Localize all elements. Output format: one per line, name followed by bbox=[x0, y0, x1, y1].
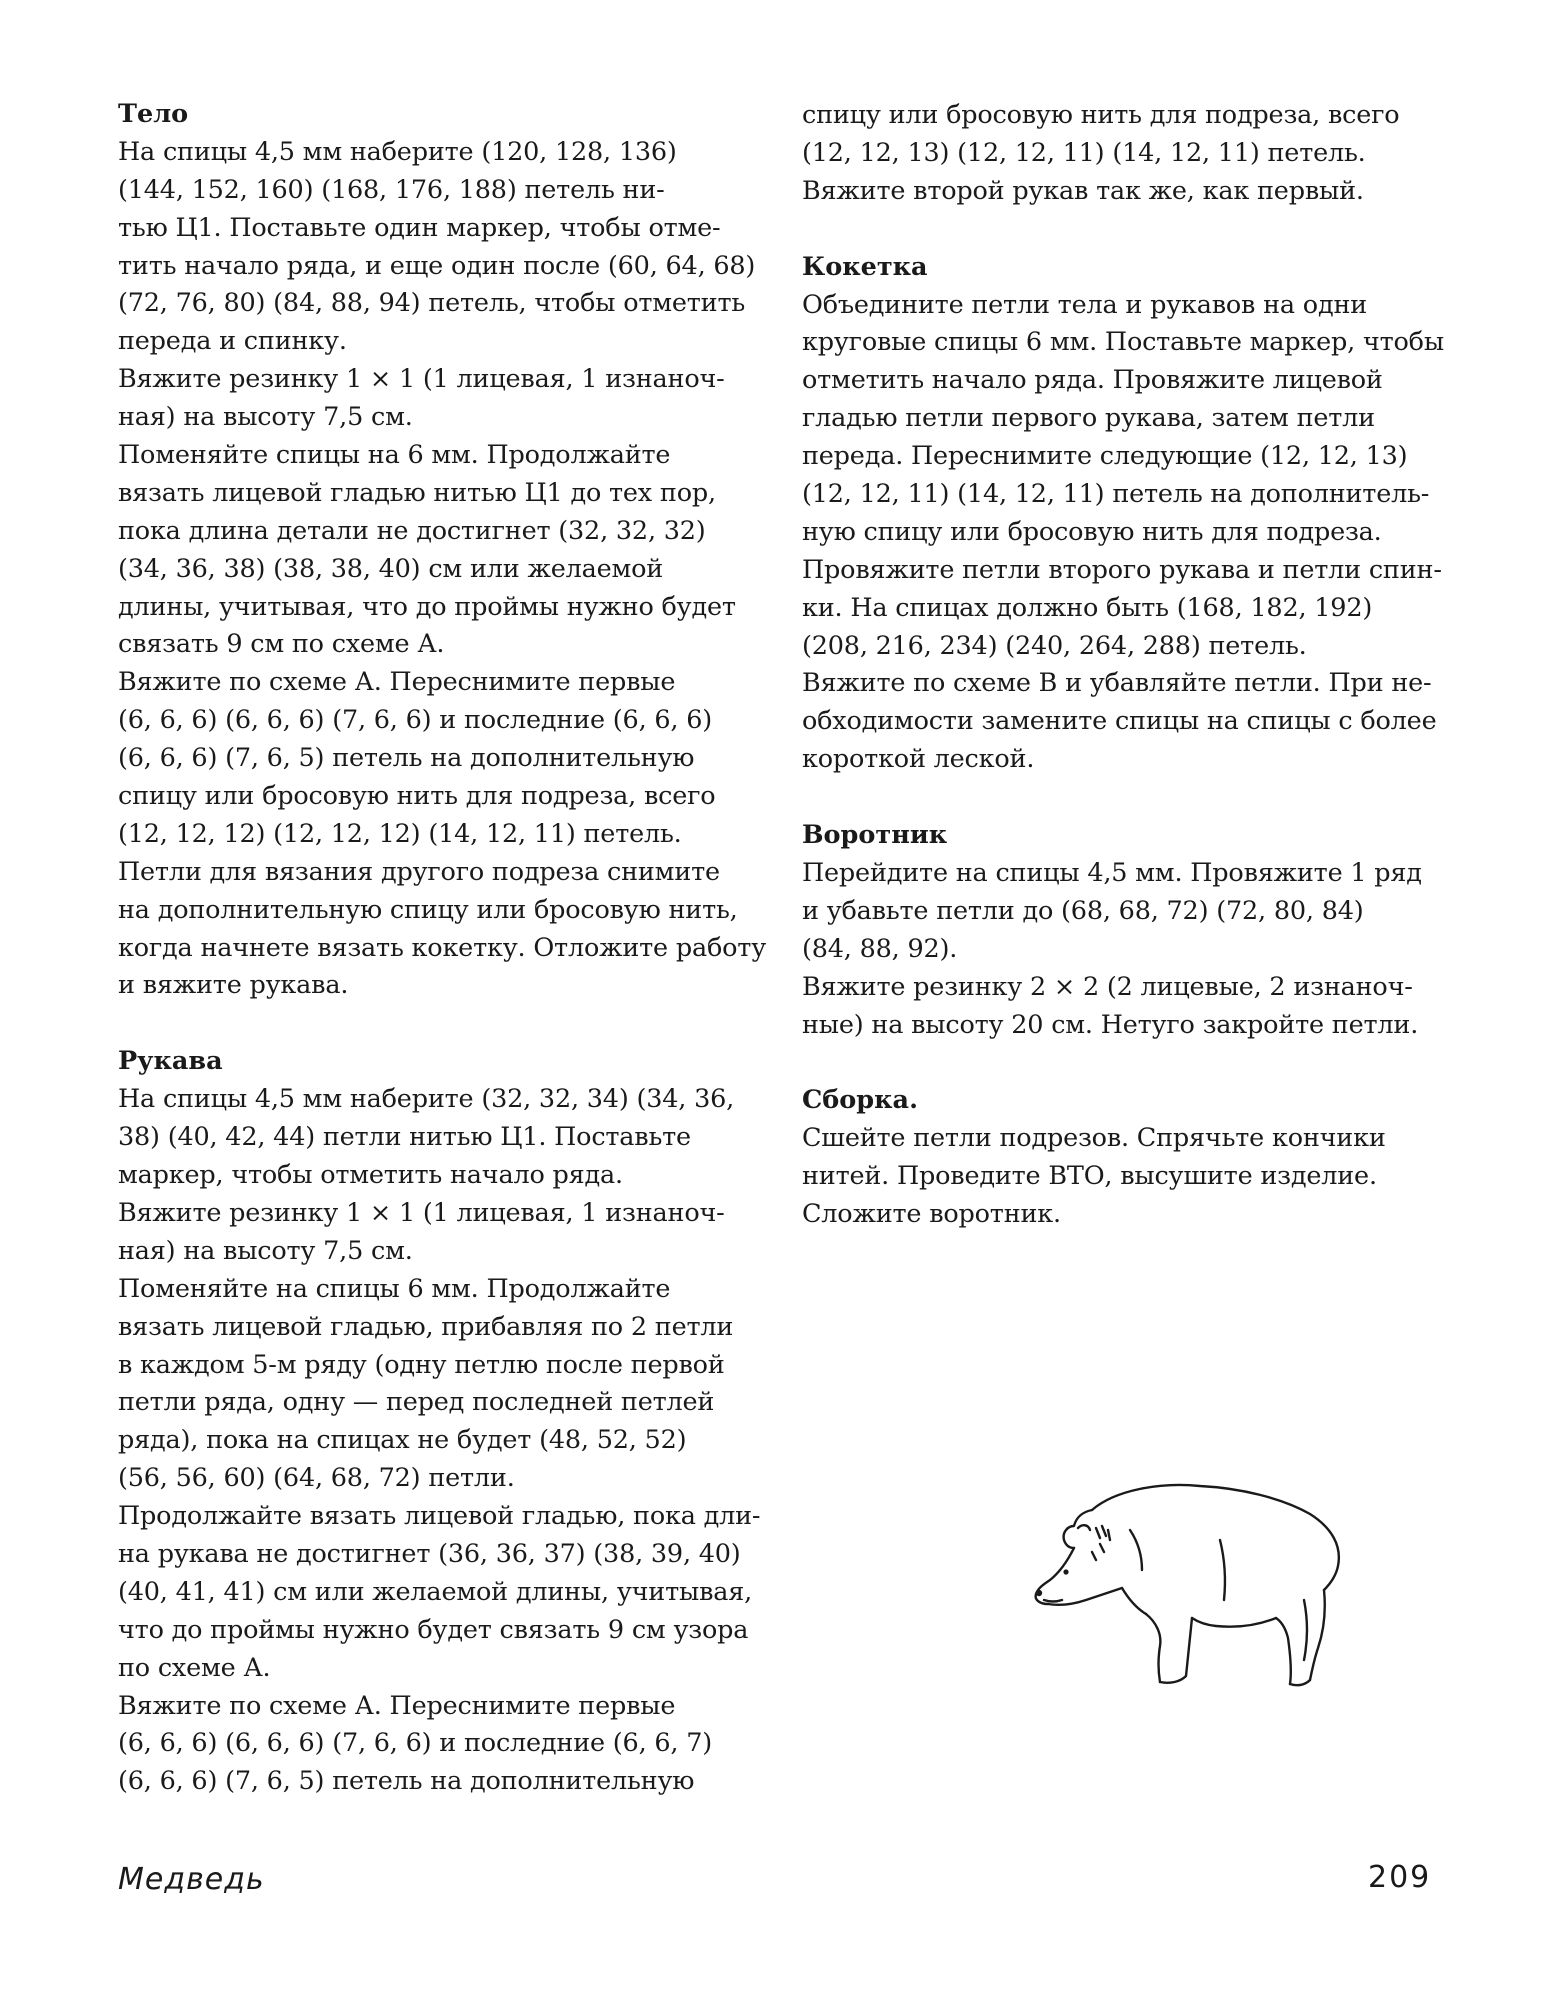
text-line: ная) на высоту 7,5 см. bbox=[118, 402, 413, 433]
chapter-title: Медведь bbox=[118, 1862, 265, 1897]
text-line: отметить начало ряда. Провяжите лицевой bbox=[802, 365, 1383, 396]
text-line: гладью петли первого рукава, затем петли bbox=[802, 403, 1375, 434]
text-line: Провяжите петли второго рукава и петли спин- bbox=[802, 554, 1442, 585]
body-section-text bbox=[118, 134, 766, 1005]
text-line: пока длина детали не достигнет (32, 32, 32) bbox=[118, 515, 706, 546]
text-line: (34, 36, 38) (38, 38, 40) см или желаемой bbox=[118, 553, 664, 584]
right-column bbox=[802, 97, 1442, 1234]
section-heading-sleeves: Рукава bbox=[118, 1046, 223, 1077]
text-line: спицу или бросовую нить для подреза, всего bbox=[118, 781, 716, 812]
section-heading-collar: Воротник bbox=[802, 820, 948, 851]
text-line: (12, 12, 13) (12, 12, 11) (14, 12, 11) петель. bbox=[802, 137, 1366, 168]
text-line: (40, 41, 41) см или желаемой длины, учитывая, bbox=[118, 1576, 753, 1607]
text-line: (12, 12, 11) (14, 12, 11) петель на дополнитель- bbox=[802, 479, 1430, 510]
text-line: (56, 56, 60) (64, 68, 72) петли. bbox=[118, 1463, 515, 1494]
text-line: круговые спицы 6 мм. Поставьте маркер, чтобы bbox=[802, 327, 1444, 358]
text-line: вязать лицевой гладью нитью Ц1 до тех пор, bbox=[118, 477, 716, 508]
text-line: Вяжите по схеме В и убавляйте петли. При не- bbox=[802, 668, 1432, 699]
yoke-section-text bbox=[802, 287, 1442, 780]
text-line: длины, учитывая, что до проймы нужно будет bbox=[118, 591, 736, 622]
text-line: тить начало ряда, и еще один после (60, 64, 68) bbox=[118, 250, 756, 281]
text-line: (144, 152, 160) (168, 176, 188) петель ни- bbox=[118, 174, 665, 205]
collar-section-text bbox=[802, 855, 1442, 1044]
text-line: ряда), пока на спицах не будет (48, 52, 52) bbox=[118, 1425, 687, 1456]
text-line: Сшейте петли подрезов. Спрячьте кончики bbox=[802, 1123, 1386, 1154]
text-line: 38) (40, 42, 44) петли нитью Ц1. Поставьте bbox=[118, 1122, 691, 1153]
text-line: Вяжите резинку 1 × 1 (1 лицевая, 1 изнаноч- bbox=[118, 1197, 725, 1228]
bear-illustration-icon bbox=[1020, 1480, 1350, 1710]
text-line: на дополнительную спицу или бросовую нить, bbox=[118, 894, 738, 925]
text-line: (6, 6, 6) (7, 6, 5) петель на дополнительную bbox=[118, 1766, 695, 1797]
text-line: (6, 6, 6) (6, 6, 6) (7, 6, 6) и последние (6, 6, 6) bbox=[118, 705, 712, 736]
text-line: (6, 6, 6) (7, 6, 5) петель на дополнительную bbox=[118, 743, 695, 774]
text-line: На спицы 4,5 мм наберите (120, 128, 136) bbox=[118, 136, 677, 167]
text-line: Вяжите резинку 1 × 1 (1 лицевая, 1 изнаноч- bbox=[118, 364, 725, 395]
section-spacer bbox=[802, 1044, 1442, 1082]
text-line: по схеме А. bbox=[118, 1652, 271, 1683]
text-line: тью Ц1. Поставьте один маркер, чтобы отме- bbox=[118, 212, 721, 243]
text-line: короткой леской. bbox=[802, 744, 1035, 775]
left-column bbox=[118, 96, 766, 1801]
section-spacer bbox=[118, 1005, 758, 1043]
text-line: ную спицу или бросовую нить для подреза. bbox=[802, 516, 1382, 547]
text-line: Вяжите резинку 2 × 2 (2 лицевые, 2 изнаноч- bbox=[802, 971, 1413, 1002]
text-line: Объедините петли тела и рукавов на одни bbox=[802, 289, 1368, 320]
sleeves-continued-text bbox=[802, 97, 1442, 211]
text-line: связать 9 см по схеме А. bbox=[118, 629, 445, 660]
text-line: когда начнете вязать кокетку. Отложите работу bbox=[118, 932, 766, 963]
text-line: (6, 6, 6) (6, 6, 6) (7, 6, 6) и последние (6, 6, 7) bbox=[118, 1728, 712, 1759]
text-line: вязать лицевой гладью, прибавляя по 2 петли bbox=[118, 1311, 734, 1342]
text-line: Вяжите второй рукав так же, как первый. bbox=[802, 175, 1364, 206]
sleeves-section-text bbox=[118, 1081, 761, 1801]
text-line: что до проймы нужно будет связать 9 см узора bbox=[118, 1614, 749, 1645]
text-line: (84, 88, 92). bbox=[802, 933, 958, 964]
page-number: 209 bbox=[1368, 1860, 1432, 1895]
section-spacer bbox=[802, 211, 1442, 249]
text-line: спицу или бросовую нить для подреза, всего bbox=[802, 100, 1400, 130]
text-line: Поменяйте спицы на 6 мм. Продолжайте bbox=[118, 440, 671, 471]
text-line: маркер, чтобы отметить начало ряда. bbox=[118, 1160, 623, 1191]
text-line: в каждом 5-м ряду (одну петлю после первой bbox=[118, 1349, 725, 1380]
text-line: переда и спинку. bbox=[118, 326, 347, 357]
text-line: Продолжайте вязать лицевой гладью, пока дли- bbox=[118, 1501, 761, 1532]
assembly-section-text bbox=[802, 1120, 1442, 1234]
section-heading-assembly: Сборка. bbox=[802, 1085, 918, 1116]
text-line: Перейдите на спицы 4,5 мм. Провяжите 1 ряд bbox=[802, 858, 1422, 889]
text-line: (72, 76, 80) (84, 88, 94) петель, чтобы отметить bbox=[118, 288, 746, 319]
text-line: (208, 216, 234) (240, 264, 288) петель. bbox=[802, 630, 1307, 661]
text-line: на рукава не достигнет (36, 36, 37) (38, 39, 40) bbox=[118, 1538, 741, 1569]
text-line: Вяжите по схеме А. Переснимите первые bbox=[118, 1690, 676, 1721]
text-line: Петли для вязания другого подреза снимите bbox=[118, 856, 720, 887]
text-line: обходимости замените спицы на спицы с более bbox=[802, 706, 1437, 737]
text-line: ки. На спицах должно быть (168, 182, 192) bbox=[802, 592, 1373, 623]
text-line: петли ряда, одну — перед последней петлей bbox=[118, 1387, 715, 1418]
text-line: Поменяйте на спицы 6 мм. Продолжайте bbox=[118, 1273, 671, 1304]
text-line: Сложите воротник. bbox=[802, 1199, 1061, 1230]
text-line: и вяжите рукава. bbox=[118, 970, 349, 1001]
text-line: Вяжите по схеме А. Переснимите первые bbox=[118, 667, 676, 698]
text-line: переда. Переснимите следующие (12, 12, 13) bbox=[802, 441, 1408, 472]
section-spacer bbox=[802, 779, 1442, 817]
section-heading-body: Тело bbox=[118, 99, 189, 129]
text-line: нитей. Проведите ВТО, высушите изделие. bbox=[802, 1161, 1377, 1192]
section-heading-yoke: Кокетка bbox=[802, 251, 928, 282]
text-line: (12, 12, 12) (12, 12, 12) (14, 12, 11) петель. bbox=[118, 818, 682, 849]
text-line: ные) на высоту 20 см. Нетуго закройте петли. bbox=[802, 1009, 1419, 1040]
text-line: и убавьте петли до (68, 68, 72) (72, 80, 84) bbox=[802, 895, 1364, 926]
text-line: На спицы 4,5 мм наберите (32, 32, 34) (34, 36, bbox=[118, 1084, 735, 1115]
text-line: ная) на высоту 7,5 см. bbox=[118, 1235, 413, 1266]
